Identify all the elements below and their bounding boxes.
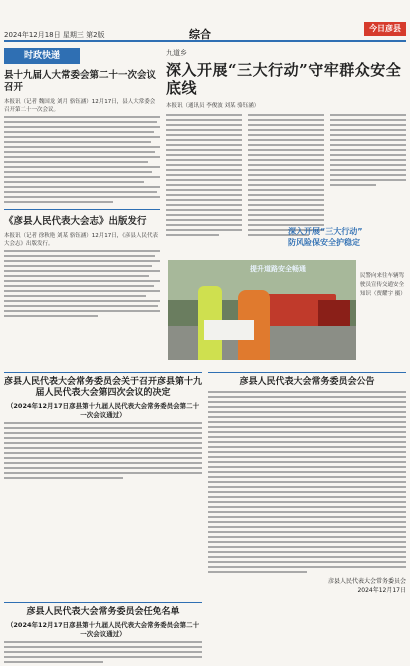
masthead bbox=[4, 4, 406, 42]
story2-body bbox=[4, 250, 160, 317]
bottom-section bbox=[4, 372, 406, 666]
banner-line-1: 深入开展“三大行动” bbox=[288, 227, 363, 236]
newspaper-logo: 今日彦县 bbox=[364, 22, 406, 36]
decision-notice bbox=[4, 372, 202, 594]
photo-tag: 提升道路安全畅通 bbox=[250, 265, 306, 273]
news-photo bbox=[168, 260, 356, 360]
decision-headline: 彦县人民代表大会常务委员会关于召开彦县第十九届人民代表大会第四次会议的决定 bbox=[4, 377, 203, 398]
lead-headline: 深入开展“三大行动”守牢群众安全底线 bbox=[166, 61, 402, 97]
divider bbox=[4, 209, 160, 210]
section-tag: 时政快递 bbox=[4, 48, 80, 64]
story1-headline: 县十九届人大常委会第二十一次会议召开 bbox=[4, 70, 157, 93]
slogan-banner bbox=[288, 226, 406, 248]
public-notice bbox=[208, 372, 406, 594]
photo-caption: 民警向来往车辆驾驶员宣传交通安全知识（贾耀宇 摄） bbox=[360, 273, 406, 297]
story2-headline: 《彦县人民代表大会志》出版发行 bbox=[4, 216, 147, 227]
story2-byline: 本报讯（记者 徐秋艳 刘某 骆钰涵）12月17日，《彦县人民代表大会志》出版发行。 bbox=[4, 233, 158, 247]
left-column bbox=[4, 48, 160, 320]
section-title: 综合 bbox=[189, 28, 211, 41]
pamphlet-shape bbox=[204, 320, 254, 340]
appointment-list bbox=[4, 602, 202, 663]
banner-line-2: 防风险保安全护稳定 bbox=[288, 238, 360, 247]
appointment-headline: 彦县人民代表大会常务委员会任免名单 bbox=[26, 607, 180, 617]
decision-subtitle: （2024年12月17日彦县第十九届人民代表大会常务委员会第二十一次会议通过） bbox=[6, 402, 200, 419]
notice-signoff: 彦县人民代表大会常务委员会 2024年12月17日 bbox=[327, 578, 406, 594]
story1-byline: 本报讯（记者 魏国龙 刘月 骆钰涵）12月17日，县人大常委会召开第二十一次会议。 bbox=[4, 99, 156, 113]
appointment-subtitle: （2024年12月17日彦县第十九届人民代表大会常务委员会第二十一次会议通过） bbox=[6, 621, 200, 638]
issue-date: 2024年12月18日 星期三 第2版 bbox=[4, 31, 105, 39]
lead-body bbox=[166, 111, 406, 239]
right-column bbox=[166, 48, 406, 239]
kicker: 九道乡 bbox=[166, 49, 187, 57]
notice-headline: 彦县人民代表大会常务委员会公告 bbox=[239, 377, 375, 387]
story1-body bbox=[4, 116, 160, 203]
truck-cab-shape bbox=[318, 300, 350, 328]
lead-byline: 本报讯（通讯员 李俊波 刘某 骆钰涵） bbox=[166, 103, 260, 109]
